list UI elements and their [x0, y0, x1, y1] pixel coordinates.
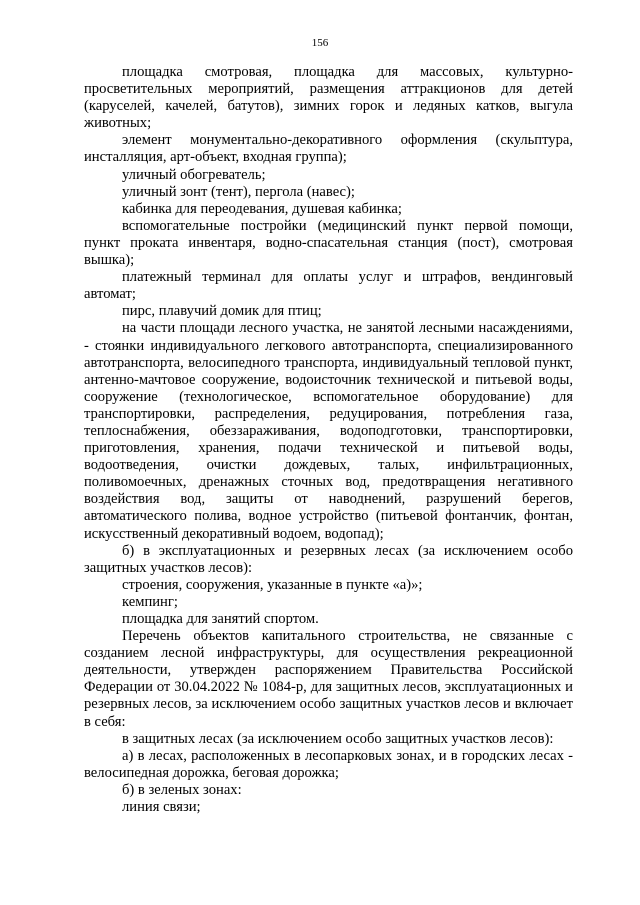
paragraph: уличный обогреватель;: [122, 166, 266, 183]
paragraph: элемент монументально-декоративного оформления (скульптура, инсталляция, арт-объект, входная группа);: [84, 132, 573, 166]
paragraph: а) в лесах, расположенных в лесопарковых зонах, и в городских лесах - велосипедная дорожка, беговая дорожка;: [84, 747, 573, 781]
paragraph: линия связи;: [122, 799, 201, 816]
paragraph: б) в зеленых зонах:: [122, 781, 242, 798]
paragraph: пирс, плавучий домик для птиц;: [122, 303, 322, 320]
document-body: [84, 64, 573, 816]
paragraph: кемпинг;: [122, 593, 178, 610]
paragraph: кабинка для переодевания, душевая кабинка;: [122, 200, 402, 217]
paragraph: вспомогательные постройки (медицинский пункт первой помощи, пункт проката инвентаря, водно-спасательная станция (пост), смотровая вышка);: [84, 217, 573, 269]
paragraph: б) в эксплуатационных и резервных лесах (за исключением особо защитных участков лесов):: [84, 542, 573, 576]
paragraph: платежный терминал для оплаты услуг и штрафов, вендинговый автомат;: [84, 269, 573, 303]
paragraph: уличный зонт (тент), пергола (навес);: [122, 183, 355, 200]
page-number: 156: [311, 37, 329, 49]
paragraph: площадка смотровая, площадка для массовых, культурно-просветительных мероприятий, размещения аттракционов для детей (каруселей, качелей, батутов), зимних горок и ледяных катков, выгула животных;: [84, 64, 573, 132]
paragraph: площадка для занятий спортом.: [122, 611, 319, 627]
paragraph: Перечень объектов капитального строительства, не связанные с созданием лесной инфраструктуры, для осуществления рекреационной деятельности, утвержден распоряжением Правительства Российской Федерации от 30.04.2022 № 1084-р, для защитных лесов, эксплуатационных и резервных лесов, за исключением особо защитных участков лесов и включает в себя:: [84, 628, 573, 730]
paragraph: строения, сооружения, указанные в пункте «а)»;: [122, 576, 423, 593]
paragraph: в защитных лесах (за исключением особо защитных участков лесов):: [122, 730, 554, 747]
paragraph: на части площади лесного участка, не занятой лесными насаждениями, - стоянки индивидуального легкового автотранспорта, специализированного автотранспорта, велосипедного транспорта, индивидуальный тепловой пункт, антенно-мачтовое сооружение, водоисточник технической и питьевой воды, сооружение (технологическое, вспомогательное оборудование) для транспортировки, распределения, редуцирования, потребления газа, теплоснабжения, обеззараживания, водоподготовки, транспортировки, приготовления, хранения, подачи технической и питьевой воды, водоотведения, очистки дождевых, талых, инфильтрационных, поливомоечных, дренажных сточных вод, предотвращения негативного воздействия вод, защиты от наводнений, разрушений берегов, автоматического полива, водное устройство (питьевой фонтанчик, фонтан, искусственный декоративный водоем, водопад);: [84, 320, 573, 542]
